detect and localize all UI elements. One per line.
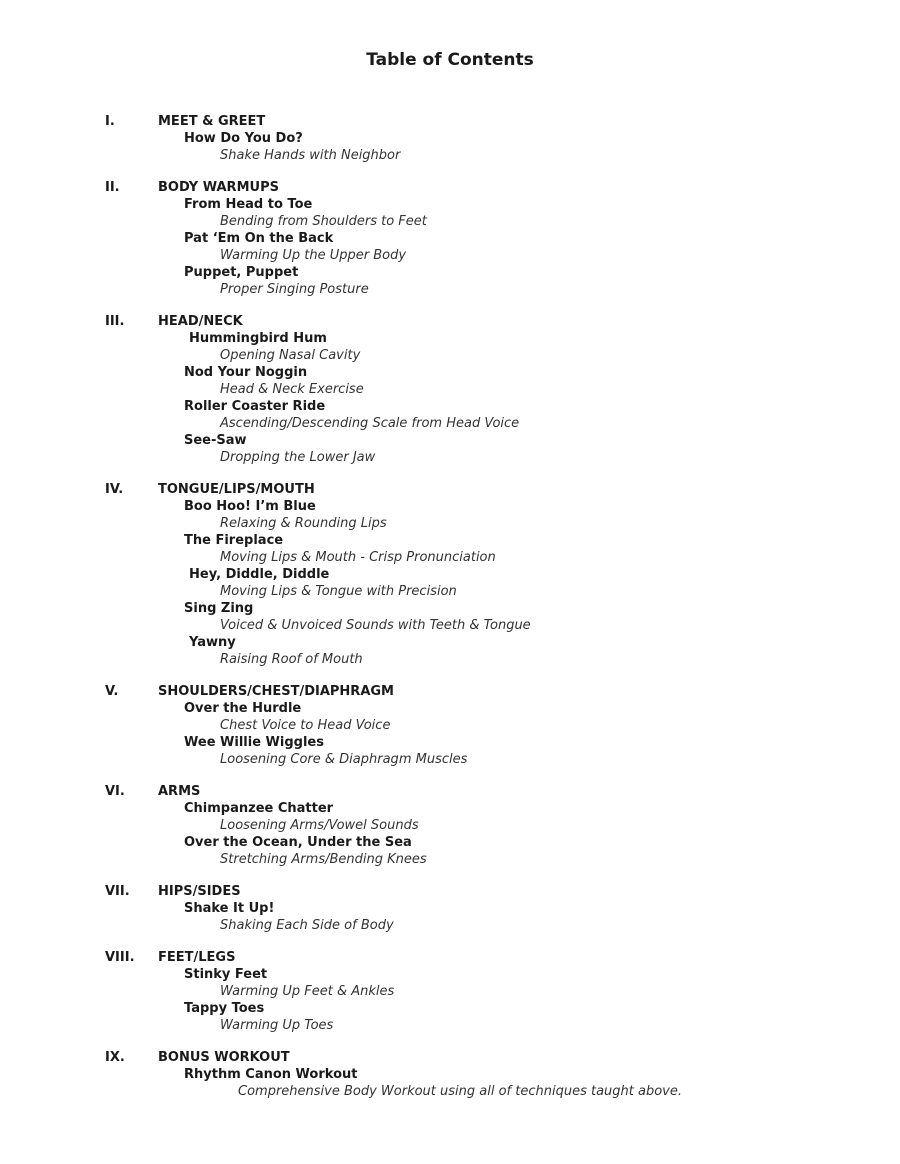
exercise-title: Hey, Diddle, Diddle (189, 567, 330, 582)
exercise-title: Wee Willie Wiggles (184, 735, 324, 750)
exercise-title: Roller Coaster Ride (184, 399, 326, 414)
section-title: FEET/LEGS (158, 950, 236, 965)
section-heading (0, 481, 900, 498)
exercise-description: Loosening Arms/Vowel Sounds (220, 818, 419, 833)
section-heading (0, 179, 900, 196)
section-number: IX. (105, 1050, 125, 1065)
exercise-description: Relaxing & Rounding Lips (220, 516, 387, 531)
exercise-title: Puppet, Puppet (184, 265, 299, 280)
exercise-title: How Do You Do? (184, 131, 303, 146)
section-heading (0, 949, 900, 966)
exercise-description: Bending from Shoulders to Feet (220, 214, 427, 229)
exercise-title: Pat ‘Em On the Back (184, 231, 334, 246)
exercise-description: Ascending/Descending Scale from Head Voice (220, 416, 520, 431)
exercise-description: Stretching Arms/Bending Knees (220, 852, 427, 867)
exercise-title: Stinky Feet (184, 967, 268, 982)
toc-section (0, 113, 900, 164)
toc-section (0, 883, 900, 934)
toc-section (0, 313, 900, 466)
exercise-description: Opening Nasal Cavity (220, 348, 361, 363)
section-number: VIII. (105, 950, 135, 965)
exercise-description: Comprehensive Body Workout using all of techniques taught above. (238, 1084, 683, 1099)
section-number: V. (105, 684, 119, 699)
exercise-description: Head & Neck Exercise (220, 382, 364, 397)
exercise-description: Loosening Core & Diaphragm Muscles (220, 752, 468, 767)
exercise-description: Voiced & Unvoiced Sounds with Teeth & Tongue (220, 618, 531, 633)
exercise-title: Over the Hurdle (184, 701, 302, 716)
exercise-description: Proper Singing Posture (220, 282, 369, 297)
section-title: HIPS/SIDES (158, 884, 241, 899)
exercise-title: Boo Hoo! I’m Blue (184, 499, 316, 514)
toc-section (0, 949, 900, 1034)
section-heading (0, 113, 900, 130)
section-title: HEAD/NECK (158, 314, 243, 329)
exercise-description: Raising Roof of Mouth (220, 652, 363, 667)
exercise-description: Warming Up the Upper Body (220, 248, 407, 263)
exercise-title: Nod Your Noggin (184, 365, 308, 380)
section-heading (0, 313, 900, 330)
exercise-description: Chest Voice to Head Voice (220, 718, 391, 733)
exercise-description: Moving Lips & Tongue with Precision (220, 584, 457, 599)
exercise-description: Shake Hands with Neighbor (220, 148, 401, 163)
section-number: IV. (105, 482, 124, 497)
section-heading (0, 683, 900, 700)
exercise-description: Warming Up Toes (220, 1018, 334, 1033)
toc-section (0, 683, 900, 768)
exercise-title: Tappy Toes (184, 1001, 265, 1016)
exercise-description: Moving Lips & Mouth - Crisp Pronunciation (220, 550, 496, 565)
exercise-title: Rhythm Canon Workout (184, 1067, 358, 1082)
section-title: TONGUE/LIPS/MOUTH (158, 482, 315, 497)
toc-section (0, 783, 900, 868)
exercise-title: Sing Zing (184, 601, 254, 616)
exercise-description: Warming Up Feet & Ankles (220, 984, 395, 999)
section-heading (0, 783, 900, 800)
section-number: VII. (105, 884, 130, 899)
exercise-title: Shake It Up! (184, 901, 275, 916)
toc-section (0, 179, 900, 298)
section-heading (0, 1049, 900, 1066)
exercise-description: Shaking Each Side of Body (220, 918, 394, 933)
toc-section (0, 481, 900, 668)
exercise-title: See-Saw (184, 433, 247, 448)
toc-section (0, 1049, 900, 1100)
table-of-contents (0, 113, 900, 1115)
section-heading (0, 883, 900, 900)
section-title: ARMS (158, 784, 201, 799)
section-title: BODY WARMUPS (158, 180, 279, 195)
exercise-title: From Head to Toe (184, 197, 313, 212)
exercise-title: Yawny (189, 635, 236, 650)
section-title: BONUS WORKOUT (158, 1050, 290, 1065)
section-number: III. (105, 314, 125, 329)
section-number: II. (105, 180, 120, 195)
section-title: SHOULDERS/CHEST/DIAPHRAGM (158, 684, 394, 699)
exercise-title: Hummingbird Hum (189, 331, 327, 346)
exercise-title: Over the Ocean, Under the Sea (184, 835, 412, 850)
exercise-description: Dropping the Lower Jaw (220, 450, 376, 465)
section-number: VI. (105, 784, 125, 799)
section-number: I. (105, 114, 115, 129)
exercise-title: Chimpanzee Chatter (184, 801, 334, 816)
page-title: Table of Contents (366, 50, 534, 70)
section-title: MEET & GREET (158, 114, 266, 129)
exercise-title: The Fireplace (184, 533, 284, 548)
